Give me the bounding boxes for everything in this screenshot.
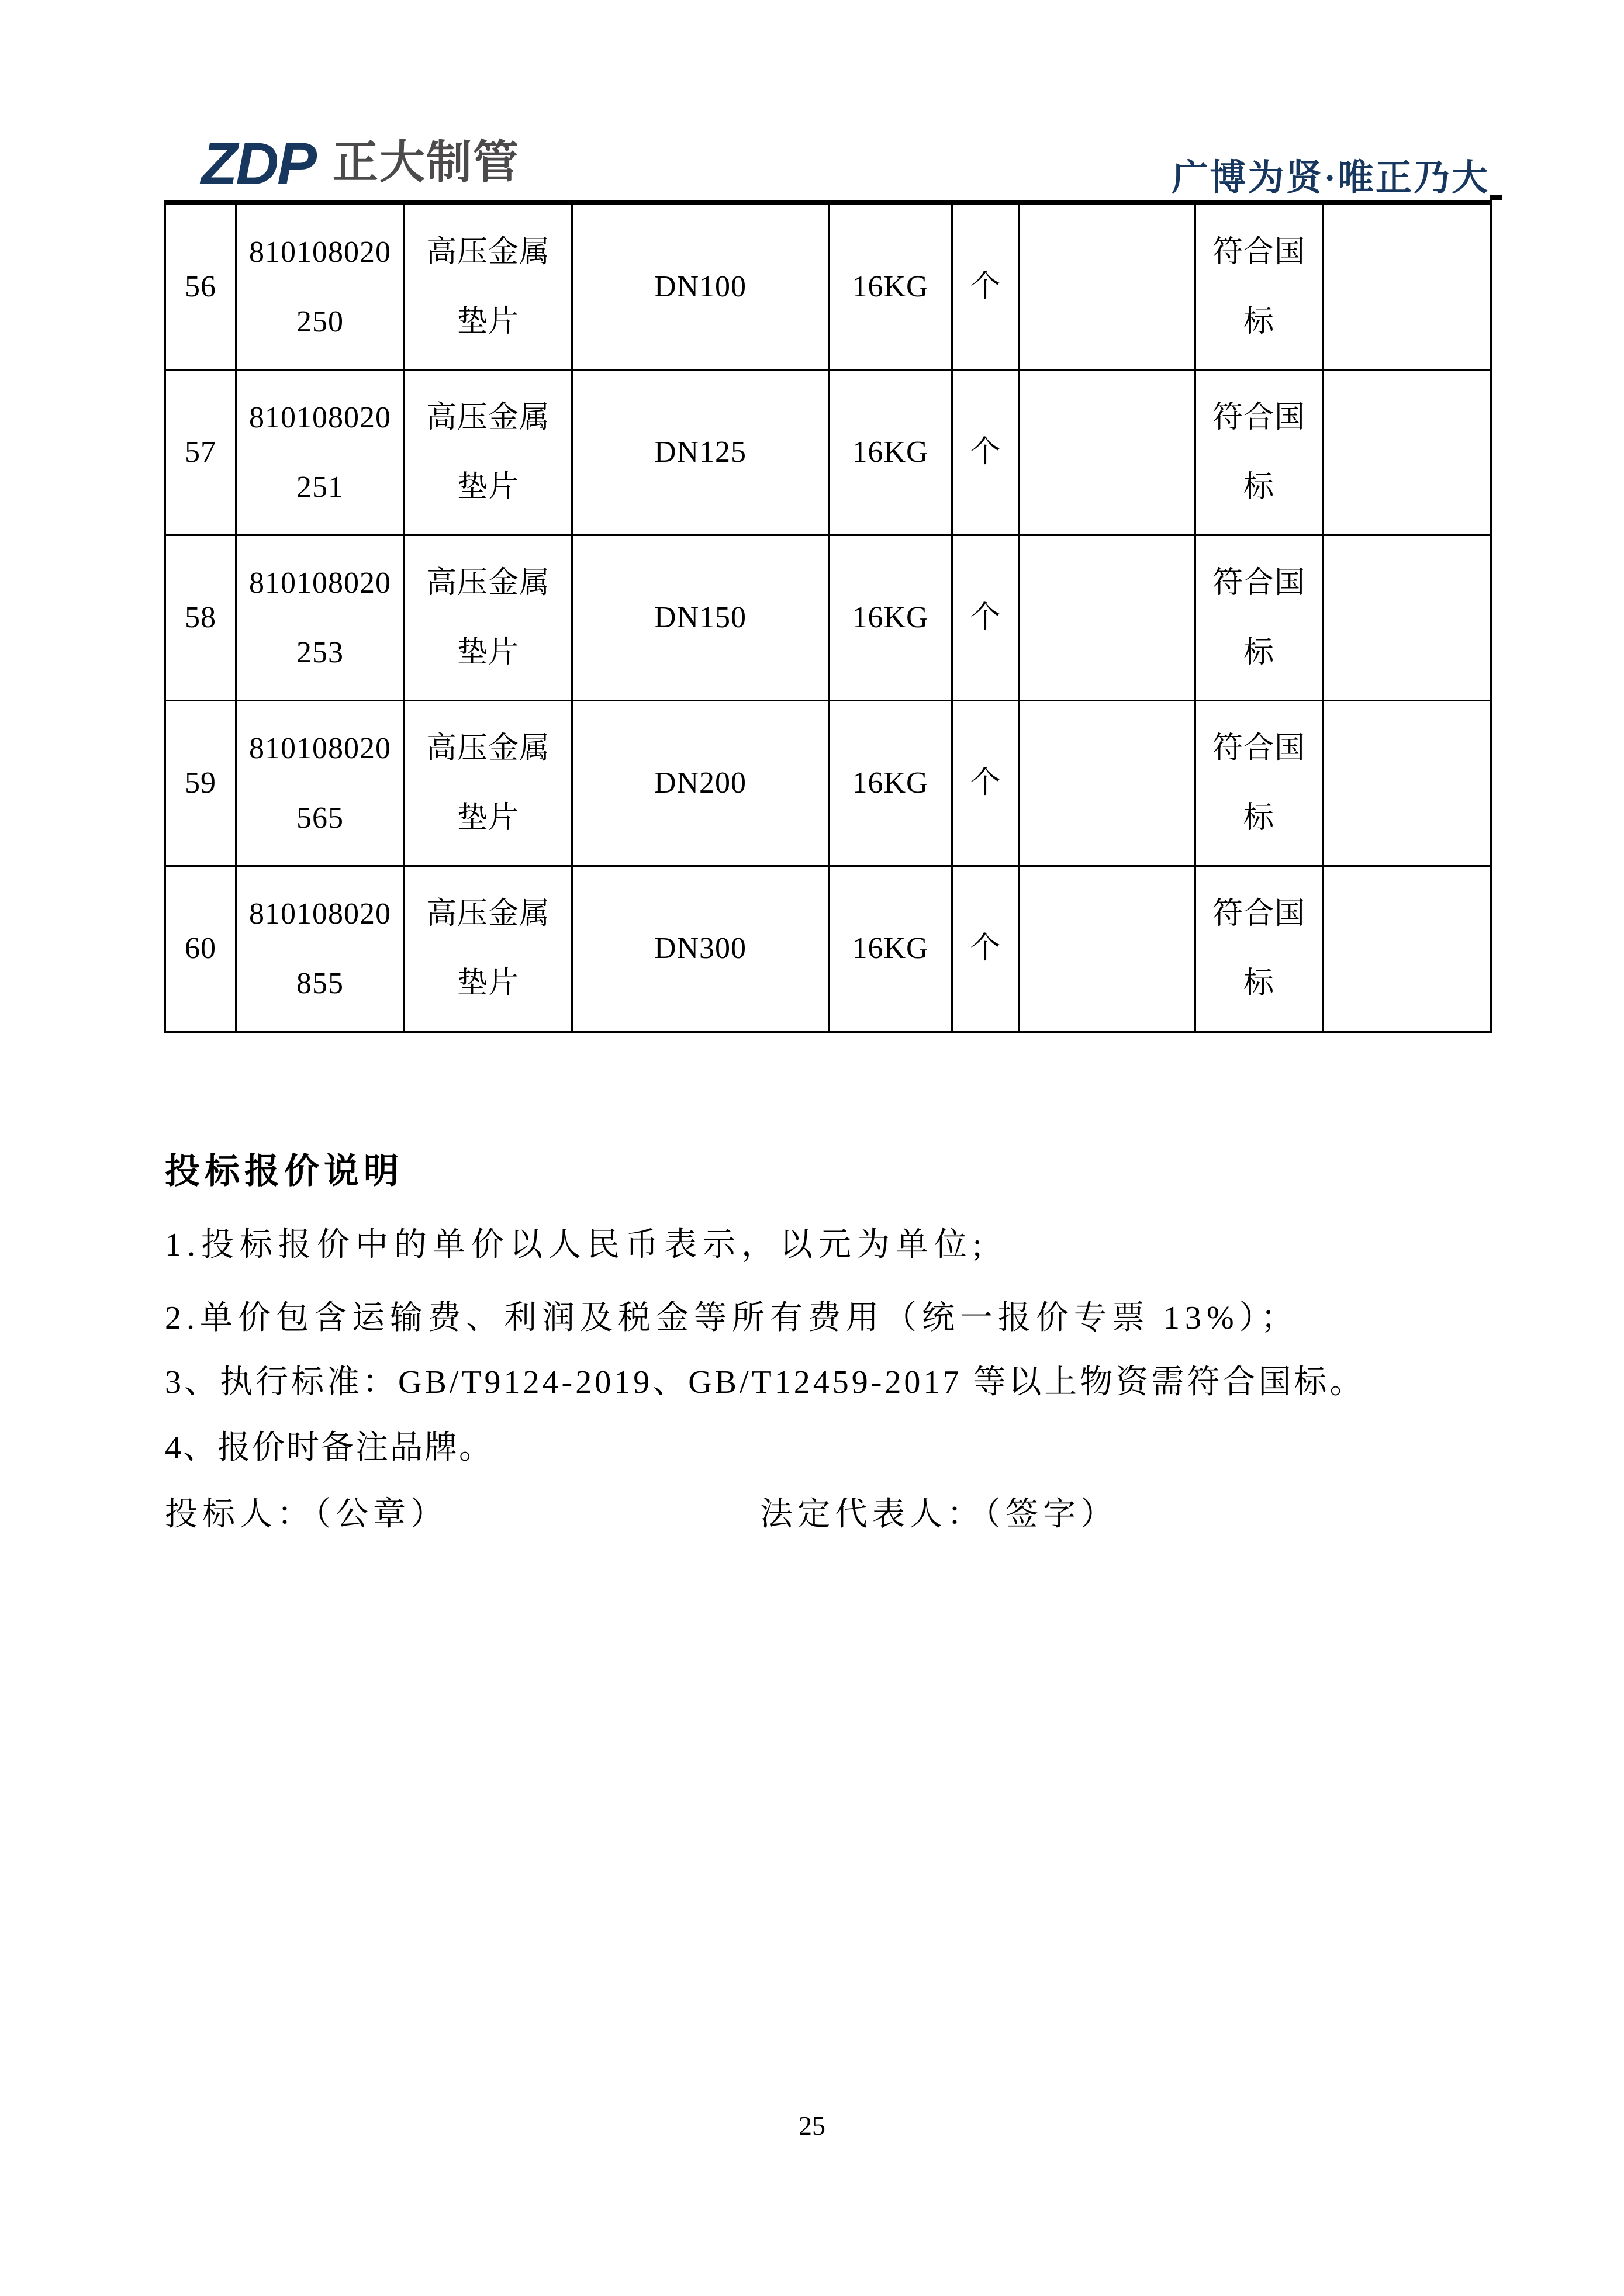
cell-quantity: [1020, 701, 1194, 865]
name-line2: 垫片: [457, 967, 519, 1000]
code-line2: 250: [296, 305, 344, 338]
cell-quantity: [1020, 205, 1194, 369]
code-line1: 810108020: [249, 566, 391, 600]
company-name: 正大制管: [333, 136, 520, 188]
quality-line2: 标: [1243, 305, 1274, 338]
cell-code: [237, 701, 403, 865]
zdp-logo-icon: ZDP: [201, 130, 315, 197]
materials-table: [164, 200, 1492, 1033]
table-row: [165, 203, 1491, 370]
cell-seq: 56: [185, 270, 216, 304]
code-line2: 565: [296, 801, 344, 835]
cell-remark: [1324, 536, 1490, 700]
name-line1: 高压金属: [426, 400, 550, 434]
cell-quality: [1196, 536, 1322, 700]
note-item-3: 3、执行标准：GB/T9124-2019、GB/T12459-2017 等以上物资需符合国标。: [165, 1364, 1366, 1401]
cell-unit: 个: [970, 766, 1001, 800]
cell-quantity: [1020, 371, 1194, 534]
representative-signature-label: 法定代表人：（签字）: [760, 1496, 1118, 1533]
cell-remark: [1324, 205, 1490, 369]
name-line2: 垫片: [457, 636, 519, 669]
cell-seq: 59: [185, 766, 216, 800]
cell-spec: DN150: [654, 601, 747, 635]
cell-remark: [1324, 371, 1490, 534]
cell-quality: [1196, 701, 1322, 865]
code-line2: 253: [296, 636, 344, 669]
cell-unit: 个: [970, 932, 1001, 966]
page-number: 25: [799, 2111, 825, 2141]
quality-line1: 符合国: [1212, 566, 1305, 600]
name-line1: 高压金属: [426, 566, 550, 600]
quality-line2: 标: [1243, 636, 1274, 669]
quality-line1: 符合国: [1212, 400, 1305, 434]
cell-code: [237, 371, 403, 534]
cell-name: [405, 867, 571, 1031]
code-line2: 251: [296, 471, 344, 504]
table-row: [165, 701, 1491, 866]
table-top-border-artifact: [1490, 195, 1502, 200]
company-slogan: 广博为贤·唯正乃大: [1172, 158, 1490, 198]
name-line1: 高压金属: [426, 235, 550, 269]
cell-seq: 60: [185, 932, 216, 966]
quality-line1: 符合国: [1212, 731, 1305, 765]
cell-remark: [1324, 701, 1490, 865]
cell-quality: [1196, 371, 1322, 534]
bidder-signature-label: 投标人：（公章）: [165, 1496, 448, 1533]
cell-quantity: [1020, 867, 1194, 1031]
code-line1: 810108020: [249, 897, 391, 931]
cell-spec: DN200: [654, 766, 747, 800]
note-item-1: 1.投标报价中的单价以人民币表示，以元为单位;: [165, 1227, 988, 1263]
cell-name: [405, 536, 571, 700]
code-line2: 855: [296, 967, 344, 1000]
cell-spec: DN100: [654, 270, 747, 304]
table-row: [165, 866, 1491, 1032]
cell-quantity: [1020, 536, 1194, 700]
quality-line1: 符合国: [1212, 897, 1305, 931]
cell-pressure: 16KG: [852, 601, 929, 635]
cell-code: [237, 205, 403, 369]
name-line2: 垫片: [457, 801, 519, 835]
cell-name: [405, 371, 571, 534]
code-line1: 810108020: [249, 731, 391, 765]
cell-quality: [1196, 867, 1322, 1031]
company-logo: [201, 130, 520, 197]
cell-quality: [1196, 205, 1322, 369]
cell-unit: 个: [970, 270, 1001, 304]
note-item-4: 4、报价时备注品牌。: [165, 1430, 493, 1466]
cell-code: [237, 867, 403, 1031]
name-line1: 高压金属: [426, 731, 550, 765]
cell-pressure: 16KG: [852, 932, 929, 966]
quality-line1: 符合国: [1212, 235, 1305, 269]
name-line2: 垫片: [457, 471, 519, 504]
quality-line2: 标: [1243, 801, 1274, 835]
cell-spec: DN125: [654, 435, 747, 469]
cell-remark: [1324, 867, 1490, 1031]
cell-seq: 58: [185, 601, 216, 635]
table-row: [165, 535, 1491, 701]
code-line1: 810108020: [249, 400, 391, 434]
cell-seq: 57: [185, 435, 216, 469]
quality-line2: 标: [1243, 471, 1274, 504]
note-item-2: 2.单价包含运输费、利润及税金等所有费用（统一报价专票 13%）；: [165, 1300, 1299, 1336]
cell-spec: DN300: [654, 932, 747, 966]
cell-name: [405, 701, 571, 865]
name-line2: 垫片: [457, 305, 519, 338]
cell-unit: 个: [970, 435, 1001, 469]
cell-pressure: 16KG: [852, 766, 929, 800]
quality-line2: 标: [1243, 967, 1274, 1000]
cell-unit: 个: [970, 601, 1001, 635]
cell-pressure: 16KG: [852, 270, 929, 304]
table-row: [165, 370, 1491, 535]
cell-code: [237, 536, 403, 700]
code-line1: 810108020: [249, 235, 391, 269]
cell-pressure: 16KG: [852, 435, 929, 469]
cell-name: [405, 205, 571, 369]
name-line1: 高压金属: [426, 897, 550, 931]
notes-heading: 投标报价说明: [165, 1152, 403, 1191]
